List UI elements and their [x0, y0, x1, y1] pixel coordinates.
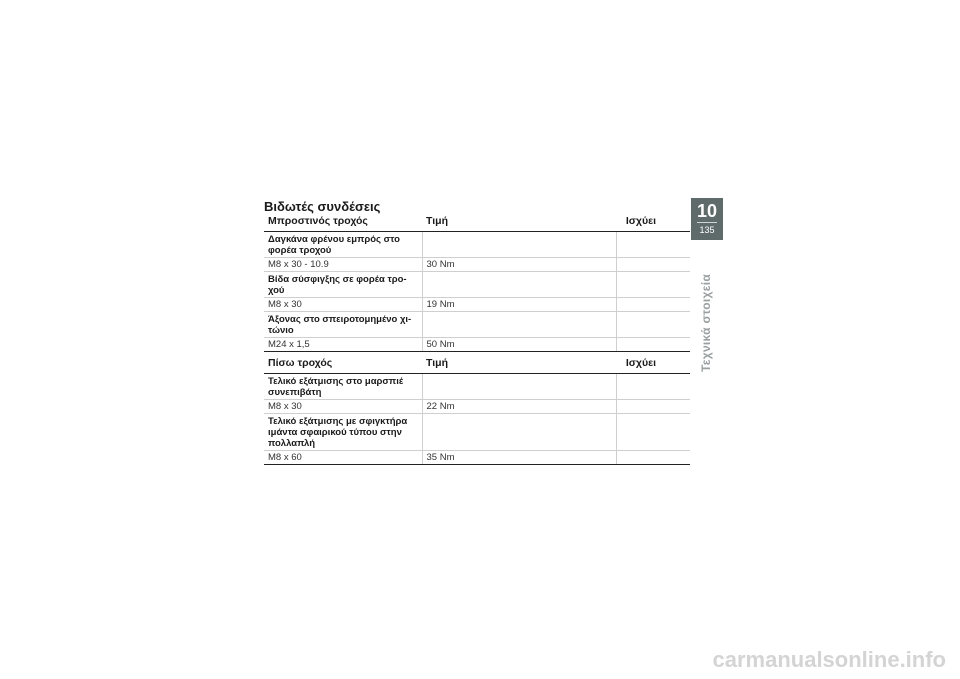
header-component: Μπροστινός τροχός	[264, 210, 422, 232]
table-row	[264, 338, 690, 352]
thread-spec: M24 x 1,5	[264, 338, 422, 352]
table-row	[264, 414, 690, 451]
header-value: Τιμή	[422, 210, 616, 232]
torque-value: 22 Nm	[422, 400, 616, 414]
component-description: Τελικό εξάτμισης στο μαρσπιέ συνεπιβάτη	[264, 374, 422, 400]
watermark: carmanualsonline.info	[712, 647, 946, 672]
table-row	[264, 232, 690, 258]
header-value: Τιμή	[422, 352, 616, 374]
thread-spec: M8 x 30 - 10.9	[264, 258, 422, 272]
torque-table	[264, 210, 690, 465]
torque-value: 35 Nm	[422, 451, 616, 465]
page-number: 135	[699, 225, 715, 235]
component-description: Δαγκάνα φρένου εμπρός στο φορέα τροχού	[264, 232, 422, 258]
thread-spec: M8 x 30	[264, 400, 422, 414]
header-valid: Ισχύει	[616, 210, 690, 232]
section-header-front-wheel	[264, 210, 690, 232]
table-row	[264, 374, 690, 400]
table-row	[264, 451, 690, 465]
section-header-rear-wheel	[264, 352, 690, 374]
component-description: Άξονας στο σπειροτομημένο χι- τώνιο	[264, 312, 422, 338]
header-component: Πίσω τροχός	[264, 352, 422, 374]
thread-spec: M8 x 60	[264, 451, 422, 465]
chapter-tab	[691, 198, 723, 240]
torque-value: 19 Nm	[422, 298, 616, 312]
table-row	[264, 258, 690, 272]
chapter-side-title: Τεχνικά στοιχεία	[699, 273, 713, 372]
chapter-number: 10	[696, 201, 718, 221]
page-title: Βιδωτές συνδέσεις	[264, 199, 381, 214]
table-row	[264, 400, 690, 414]
thread-spec: M8 x 30	[264, 298, 422, 312]
table-row	[264, 272, 690, 298]
torque-value: 30 Nm	[422, 258, 616, 272]
chapter-divider	[697, 222, 717, 223]
component-description: Βίδα σύσφιγξης σε φορέα τρο- χού	[264, 272, 422, 298]
table-row	[264, 312, 690, 338]
table-row	[264, 298, 690, 312]
component-description: Τελικό εξάτμισης με σφιγκτήρα ιμάντα σφαιρικού τύπου στην πολλαπλή	[264, 414, 422, 451]
header-valid: Ισχύει	[616, 352, 690, 374]
torque-value: 50 Nm	[422, 338, 616, 352]
